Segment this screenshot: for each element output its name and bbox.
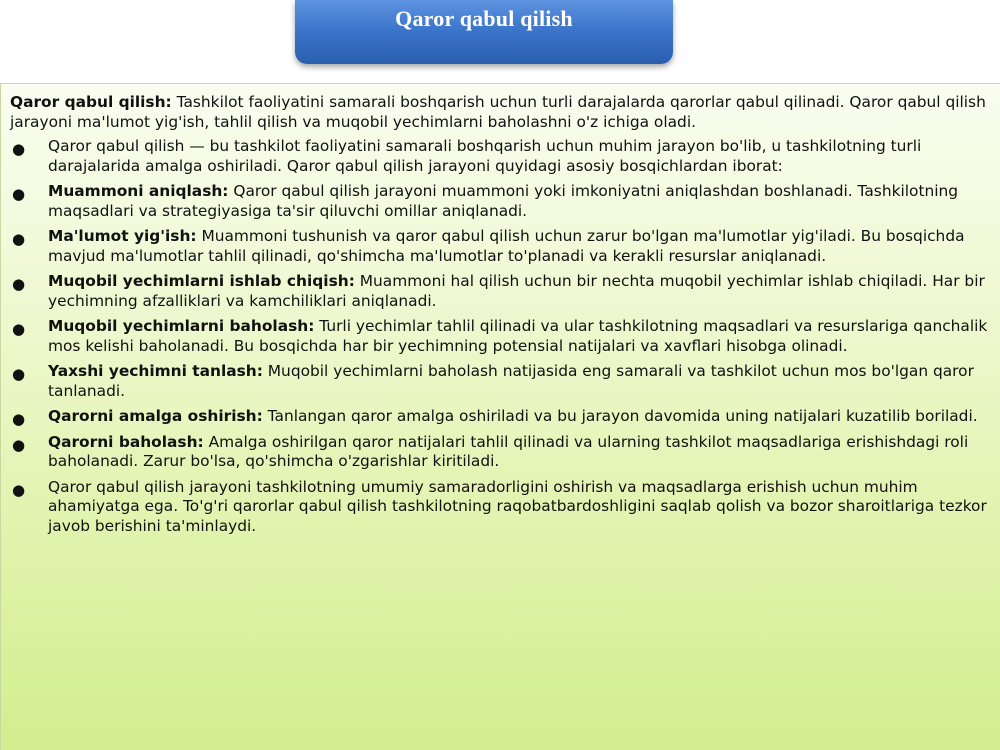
bullet-icon: ●	[12, 410, 26, 428]
list-item	[10, 272, 990, 311]
bullet-icon: ●	[12, 230, 26, 248]
list-item	[10, 478, 990, 537]
bullet-list	[10, 137, 990, 536]
bullet-icon: ●	[12, 435, 26, 454]
item-text: Turli yechimlar tahlil qilinadi va ular tashkilotning maqsadlari va resurslariga qanchalik mos kelishi baholanadi. Bu bosqichda har bir yechimning potensial natijalari va xavflari hisobga olinadi.	[48, 317, 988, 355]
list-item	[10, 433, 990, 472]
item-term: Ma'lumot yig'ish:	[48, 227, 197, 245]
item-text: Qaror qabul qilish jarayoni muammoni yoki imkoniyatni aniqlashdan boshlanadi. Tashkilotning maqsadlari va strategiyasiga ta'sir qiluvchi omillar aniqlanadi.	[48, 182, 959, 220]
item-text: Muqobil yechimlarni baholash natijasida eng samarali va tashkilot uchun mos bo'lgan qaror tanlanadi.	[48, 362, 974, 400]
list-item	[10, 362, 990, 401]
bullet-icon: ●	[12, 185, 26, 203]
bullet-icon: ●	[12, 480, 26, 499]
slide-title: Qaror qabul qilish	[395, 6, 573, 31]
item-term: Yaxshi yechimni tanlash:	[48, 362, 263, 380]
bullet-icon: ●	[12, 320, 26, 338]
item-term: Muqobil yechimlarni baholash:	[48, 317, 315, 335]
list-item	[10, 182, 990, 221]
item-term: Qarorni baholash:	[48, 432, 204, 451]
list-item	[10, 317, 990, 356]
item-text: Muammoni tushunish va qaror qabul qilish uchun zarur bo'lgan ma'lumotlar yig'iladi. Bu bosqichda mavjud ma'lumotlar tahlil qilinadi, qo'shimcha ma'lumotlar to'planadi va kerakli resurslar aniqlanadi.	[48, 227, 965, 265]
item-term: Qarorni amalga oshirish:	[48, 407, 263, 425]
bullet-icon: ●	[12, 365, 26, 383]
item-text: Tanlangan qaror amalga oshiriladi va bu jarayon davomida uning natijalari kuzatilib boriladi.	[262, 407, 978, 425]
item-text: Qaror qabul qilish — bu tashkilot faoliyatini samarali boshqarish uchun muhim jarayon bo'lib, u tashkilotning turli darajalarida amalga oshiriladi. Qaror qabul qilish jarayoni quyidagi asosiy bosqichlardan iborat:	[48, 137, 922, 175]
intro-text: Tashkilot faoliyatini samarali boshqarish uchun turli darajalarda qarorlar qabul qilinadi. Qaror qabul qilish jarayoni ma'lumot yig'ish, tahlil qilish va muqobil yechimlarni baholashni o'z ichiga oladi.	[10, 93, 986, 131]
slide-title-banner	[295, 0, 673, 64]
list-item	[10, 407, 990, 427]
item-term: Muqobil yechimlarni ishlab chiqish:	[48, 272, 355, 290]
list-item	[10, 227, 990, 266]
item-term: Muammoni aniqlash:	[48, 182, 229, 200]
item-text: Qaror qabul qilish jarayoni tashkilotning umumiy samaradorligini oshirish va maqsadlarga erishish uchun muhim ahamiyatga ega. To'g'ri qarorlar qabul qilish tashkilotning raqobatbardoshligini saqlab qolish va bozor sharoitlariga tezkor javob berishini ta'minlaydi.	[48, 477, 987, 535]
bullet-icon: ●	[12, 140, 26, 158]
slide-content	[0, 83, 1000, 750]
list-item	[10, 137, 990, 176]
item-text: Muammoni hal qilish uchun bir nechta muqobil yechimlar ishlab chiqiladi. Har bir yechimning afzalliklari va kamchiliklari aniqlanadi.	[48, 272, 985, 310]
intro-paragraph	[10, 93, 990, 132]
item-text: Amalga oshirilgan qaror natijalari tahlil qilinadi va ularning tashkilot maqsadlariga erishishdagi roli baholanadi. Zarur bo'lsa, qo'shimcha o'zgarishlar kiritiladi.	[48, 432, 969, 470]
intro-term: Qaror qabul qilish:	[10, 93, 172, 111]
bullet-icon: ●	[12, 275, 26, 293]
